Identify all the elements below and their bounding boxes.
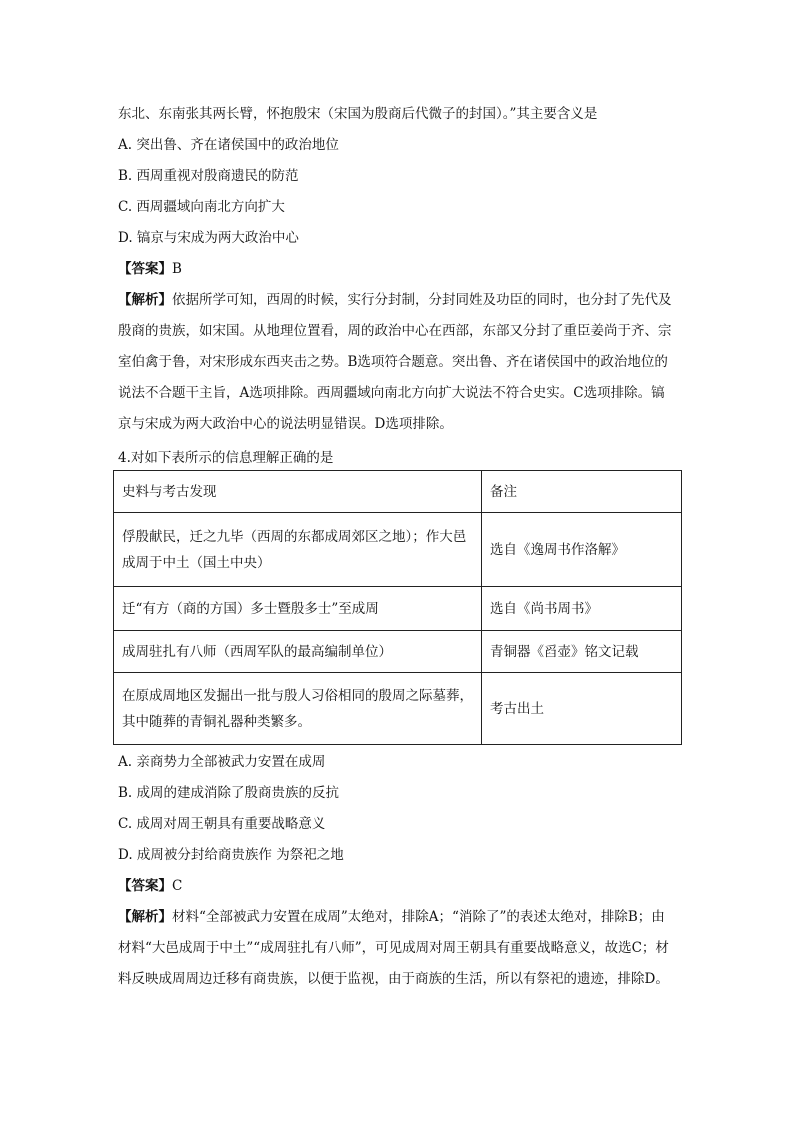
table-header-row bbox=[114, 471, 682, 513]
q4-analysis bbox=[118, 902, 678, 995]
q4-option-d: D. 成周被分封给商贵族作 为祭祀之地 bbox=[118, 847, 344, 863]
q3-answer-tag: 【答案】 bbox=[118, 261, 172, 277]
table-cell-source: 在原成周地区发掘出一批与殷人习俗相同的殷周之际墓葬，其中随葬的青铜礼器种类繁多。 bbox=[114, 673, 482, 745]
table-cell-source: 迁“有方（商的方国）多士暨殷多士”至成周 bbox=[114, 587, 482, 631]
table-row bbox=[114, 673, 682, 745]
q3-option-a: A. 突出鲁、齐在诸侯国中的政治地位 bbox=[118, 137, 339, 153]
q4-source-table bbox=[113, 470, 682, 745]
q4-answer-value: C bbox=[172, 878, 183, 894]
table-cell-note: 考古出土 bbox=[482, 673, 682, 745]
q3-answer-value: B bbox=[172, 261, 182, 277]
table-row bbox=[114, 587, 682, 631]
table-cell-source: 成周驻扎有八师（西周军队的最高编制单位） bbox=[114, 631, 482, 673]
q3-option-c: C. 西周疆域向南北方向扩大 bbox=[118, 199, 285, 215]
table-row bbox=[114, 631, 682, 673]
q3-option-b: B. 西周重视对殷商遗民的防范 bbox=[118, 168, 299, 184]
table-row bbox=[114, 513, 682, 587]
q3-analysis-text: 依据所学可知，西周的时候，实行分封制，分封同姓及功臣的同时，也分封了先代及殷商的贵族，如宋国。从地理位置看，周的政治中心在西部，东部又分封了重臣姜尚于齐、宗室伯禽于鲁，对宋形成东西夹击之势。B选项符合题意。突出鲁、齐在诸侯国中的政治地位的说法不合题干主旨，A选项排除。西周疆域向南北方向扩大说法不符合史实。C选项排除。镐京与宋成为两大政治中心的说法明显错误。D选项排除。 bbox=[118, 292, 672, 432]
q3-answer bbox=[118, 259, 182, 279]
table-cell-note: 青铜器《舀壶》铭文记载 bbox=[482, 631, 682, 673]
q3-option-d: D. 镐京与宋成为两大政治中心 bbox=[118, 230, 299, 246]
table-cell-note: 选自《逸周书作洛解》 bbox=[482, 513, 682, 587]
q4-option-b: B. 成周的建成消除了殷商贵族的反抗 bbox=[118, 785, 340, 801]
q4-stem: 4.对如下表所示的信息理解正确的是 bbox=[118, 450, 334, 466]
q4-option-a: A. 亲商势力全部被武力安置在成周 bbox=[118, 754, 326, 770]
q4-option-c: C. 成周对周王朝具有重要战略意义 bbox=[118, 816, 326, 832]
table-header-sources: 史料与考古发现 bbox=[114, 471, 482, 513]
table-cell-source: 俘殷献民，迁之九毕（西周的东都成周郊区之地）；作大邑成周于中土（国土中央） bbox=[114, 513, 482, 587]
q4-analysis-text: 材料“全部被武力安置在成周”太绝对，排除A；“消除了”的表述太绝对，排除B；由材料“大邑成周于中土”“成周驻扎有八师”，可见成周对周王朝具有重要战略意义，故选C；材料反映成周周边迁移有商贵族，以便于监视，由于商族的生活，所以有祭祀的遗迹，排除D。 bbox=[118, 909, 669, 987]
q4-answer-tag: 【答案】 bbox=[118, 878, 172, 894]
q3-stem-tail: 东北、东南张其两长臂，怀抱殷宋（宋国为殷商后代微子的封国）。”其主要含义是 bbox=[118, 106, 598, 122]
q3-analysis bbox=[118, 285, 678, 440]
q4-analysis-tag: 【解析】 bbox=[118, 909, 172, 925]
q3-analysis-tag: 【解析】 bbox=[118, 292, 172, 308]
table-header-notes: 备注 bbox=[482, 471, 682, 513]
table-cell-note: 选自《尚书周书》 bbox=[482, 587, 682, 631]
q4-answer bbox=[118, 876, 182, 896]
